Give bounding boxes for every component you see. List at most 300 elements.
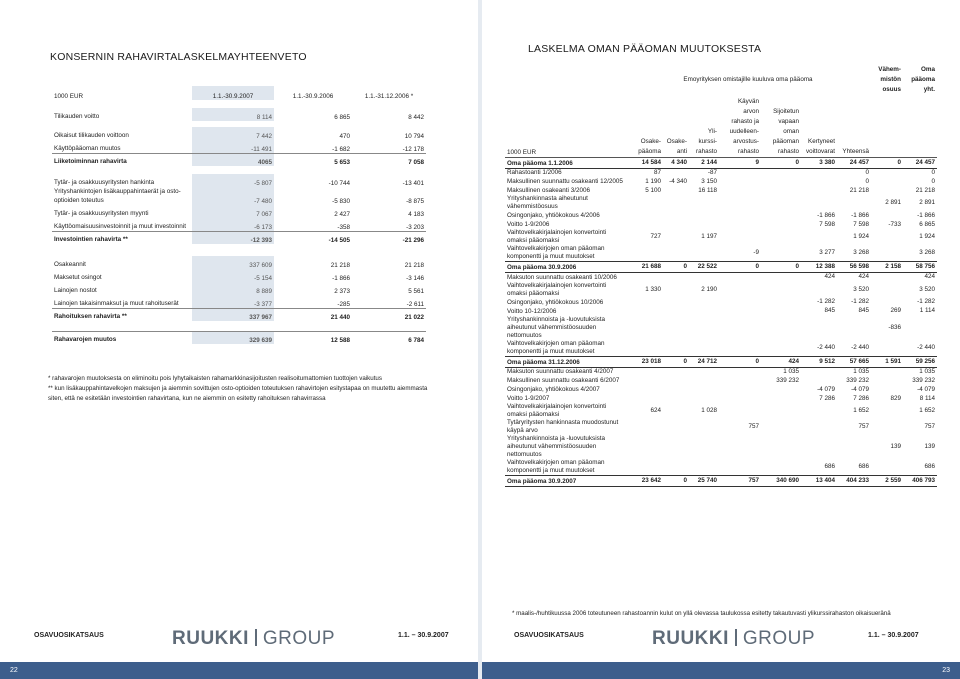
equity-column-header: Käyvän arvon rahasto ja uudelleen- arvostus- rahasto — [719, 95, 761, 157]
right-footnote: * maalis-/huhtikuussa 2006 toteutuneen rahastoannin kulut on yllä olevassa taulukossa esitetty takautuvasti ylikurssirahaston oikaisueränä — [512, 610, 891, 617]
equity-total-row — [505, 157, 937, 168]
equity-value: 1 028 — [701, 407, 717, 414]
right-page-title: LASKELMA OMAN PÄÄOMAN MUUTOKSESTA — [528, 43, 762, 55]
equity-value — [761, 177, 801, 186]
cash-flow-value: -3 377 — [192, 295, 274, 308]
equity-value: 1 035 — [783, 367, 799, 375]
cash-flow-row-label: Tilikauden voitto — [54, 113, 100, 120]
equity-value — [719, 376, 761, 385]
equity-row — [505, 403, 937, 419]
equity-value — [761, 220, 801, 229]
cash-flow-value: 12 588 — [274, 331, 352, 344]
equity-row-label: Osingonjako, yhtiökokous 4/2006 — [507, 212, 600, 219]
equity-value: 845 — [858, 307, 869, 314]
cash-flow-value: 10 794 — [404, 133, 424, 140]
equity-value — [801, 316, 837, 340]
equity-value: 269 — [890, 307, 901, 314]
equity-value — [719, 273, 761, 282]
equity-value: -733 — [888, 220, 901, 228]
cash-flow-value: -285 — [337, 300, 350, 308]
equity-value: 7 286 — [853, 394, 869, 402]
equity-value — [761, 229, 801, 245]
equity-value — [761, 307, 801, 316]
equity-value — [625, 340, 663, 357]
cash-flow-value: -7 480 — [192, 187, 274, 205]
equity-value: 3 268 — [919, 249, 935, 256]
equity-value — [761, 298, 801, 307]
cash-flow-row — [52, 218, 426, 231]
equity-value: -9 — [753, 249, 759, 256]
equity-value: 0 — [931, 177, 935, 185]
equity-row — [505, 177, 937, 186]
cash-flow-row-label: Tytär- ja osakkuusyritysten myynti — [54, 210, 149, 217]
equity-row — [505, 245, 937, 262]
cash-flow-row — [52, 153, 426, 166]
cash-flow-value: -5 830 — [332, 198, 350, 205]
equity-column-header: Osake- anti — [663, 95, 689, 157]
equity-value — [761, 282, 801, 298]
equity-value — [719, 177, 761, 186]
equity-value — [871, 459, 903, 476]
cash-flow-row-label: Käyttöpääoman muutos — [54, 144, 121, 152]
equity-value: -4 079 — [917, 385, 935, 393]
equity-value — [663, 307, 689, 316]
equity-changes-table — [505, 65, 937, 487]
equity-value: 404 233 — [837, 476, 871, 487]
equity-value — [663, 367, 689, 376]
equity-value — [625, 211, 663, 220]
equity-value — [689, 340, 719, 357]
equity-value — [837, 316, 871, 340]
equity-value: 0 — [865, 177, 869, 185]
equity-value: 24 457 — [903, 157, 937, 168]
cash-flow-row-label: Käyttöomaisuusinvestoinnit ja muut investoinnit — [54, 222, 186, 230]
equity-row — [505, 316, 937, 340]
equity-value — [689, 419, 719, 435]
equity-value — [663, 298, 689, 307]
cash-flow-value: -12 393 — [192, 231, 274, 244]
equity-value — [663, 211, 689, 220]
equity-value: 3 520 — [853, 285, 869, 293]
equity-column-header: Kertyneet voittovarat — [801, 95, 837, 157]
equity-row — [505, 186, 937, 195]
equity-value — [871, 419, 903, 435]
equity-value — [689, 376, 719, 385]
equity-value — [761, 403, 801, 419]
equity-column-header: Sijoitetun vapaan oman pääoman rahasto — [761, 95, 801, 157]
equity-value — [689, 273, 719, 282]
right-ruukki-logo — [652, 628, 815, 650]
cash-flow-row-label: Oikaisut tilikauden voittoon — [54, 132, 129, 139]
equity-value — [761, 394, 801, 403]
cash-flow-value: -3 146 — [406, 275, 424, 282]
equity-value — [801, 168, 837, 177]
equity-value — [689, 316, 719, 340]
equity-value — [689, 245, 719, 262]
equity-value: 7 598 — [819, 220, 835, 228]
cash-flow-header-cell: 1000 EUR — [54, 93, 84, 100]
equity-value — [801, 403, 837, 419]
spacer-row — [52, 244, 426, 256]
cash-flow-row — [52, 108, 426, 121]
equity-value — [625, 367, 663, 376]
cash-flow-value: 5 561 — [408, 288, 424, 295]
cash-flow-value: 337 967 — [192, 308, 274, 321]
cash-flow-value: 21 218 — [404, 262, 424, 269]
equity-value: 0 — [663, 262, 689, 273]
equity-row-label: Yrityshankinnasta aiheutunut vähemmistöosuus — [507, 195, 588, 210]
equity-value — [871, 385, 903, 394]
cash-flow-row — [52, 282, 426, 295]
equity-value: 0 — [663, 476, 689, 487]
equity-row-label: Vaihtovelkakirjalainojen konvertointi omaksi pääomaksi — [507, 281, 607, 297]
equity-value — [663, 385, 689, 394]
equity-value: 1 591 — [871, 356, 903, 367]
equity-value — [663, 168, 689, 177]
equity-value: -4 079 — [851, 385, 869, 393]
equity-row-label: Oma pääoma 30.9.2006 — [505, 262, 625, 273]
equity-row-label: Yrityshankinnoista ja -luovutuksista aiheutunut vähemmistöosuuden nettomuutos — [507, 435, 605, 458]
cash-flow-row-label: Rahavarojen muutos — [52, 331, 192, 344]
equity-value — [761, 168, 801, 177]
equity-value — [871, 273, 903, 282]
equity-header-row — [505, 65, 937, 95]
cash-flow-value: 6 865 — [334, 114, 350, 121]
equity-row — [505, 220, 937, 229]
equity-value — [625, 316, 663, 340]
equity-row-label: Vaihtovelkakirjojen oman pääoman komponentti ja muut muutokset — [507, 245, 605, 260]
equity-value — [871, 298, 903, 307]
cash-flow-row — [52, 205, 426, 218]
equity-value: 16 118 — [698, 186, 717, 194]
right-bottom-bar — [482, 662, 960, 679]
equity-value — [871, 376, 903, 385]
total-equity-header: Oma pääoma yht. — [911, 66, 935, 93]
equity-value — [801, 229, 837, 245]
equity-value: 424 — [924, 273, 935, 281]
equity-value: -87 — [707, 168, 717, 176]
equity-value — [625, 394, 663, 403]
equity-row — [505, 307, 937, 316]
cash-flow-row — [52, 331, 426, 344]
equity-value: 829 — [890, 394, 901, 402]
equity-value: 21 218 — [849, 186, 869, 194]
equity-value — [761, 273, 801, 282]
equity-total-row — [505, 356, 937, 367]
cash-flow-value: -3 203 — [406, 223, 424, 231]
unit-label: 1000 EUR — [505, 95, 625, 157]
equity-row — [505, 394, 937, 403]
cash-flow-row — [52, 174, 426, 187]
equity-value: 2 891 — [885, 199, 901, 206]
equity-value: 0 — [719, 262, 761, 273]
equity-value — [801, 186, 837, 195]
cash-flow-value: 6 784 — [352, 331, 426, 344]
logo-group: GROUP — [262, 628, 336, 649]
cash-flow-row — [52, 308, 426, 321]
equity-value: 0 — [865, 168, 869, 176]
cash-flow-value: 21 218 — [330, 262, 350, 269]
equity-column-header: Yhteensä — [837, 95, 871, 157]
equity-value — [663, 195, 689, 211]
cash-flow-value: 7 058 — [352, 153, 426, 166]
equity-value: 0 — [871, 157, 903, 168]
equity-value — [719, 403, 761, 419]
logo-brand: RUUKKI — [652, 628, 729, 649]
equity-value — [871, 340, 903, 357]
equity-value — [719, 282, 761, 298]
equity-value: 24 712 — [689, 356, 719, 367]
equity-value — [871, 403, 903, 419]
cash-flow-table — [52, 86, 426, 344]
equity-value — [689, 394, 719, 403]
equity-value — [871, 177, 903, 186]
equity-value: 7 286 — [819, 394, 835, 402]
equity-value — [663, 245, 689, 262]
cash-flow-value: -11 491 — [192, 140, 274, 153]
equity-row — [505, 419, 937, 435]
equity-value: 0 — [761, 262, 801, 273]
header-empty — [505, 65, 625, 95]
equity-row — [505, 340, 937, 357]
equity-value: 9 512 — [801, 356, 837, 367]
equity-row-label: Vaihtovelkakirjalainojen konvertointi omaksi pääomaksi — [507, 229, 607, 244]
equity-row-label: Voitto 1-9/2006 — [507, 221, 550, 228]
equity-value — [761, 186, 801, 195]
equity-value: -4 079 — [817, 385, 835, 393]
equity-value: 1 652 — [853, 407, 869, 414]
equity-value: -1 866 — [817, 211, 835, 219]
equity-total-row — [505, 476, 937, 487]
equity-value: 727 — [650, 233, 661, 240]
cash-flow-value: 5 653 — [274, 153, 352, 166]
right-footer-label: OSAVUOSIKATSAUS — [514, 632, 584, 639]
cash-flow-header-cell: 1.1.-30.9.2007 — [192, 86, 274, 100]
cash-flow-value: 4 183 — [408, 211, 424, 218]
equity-value — [761, 316, 801, 340]
equity-value — [663, 186, 689, 195]
equity-value — [871, 211, 903, 220]
equity-value — [719, 168, 761, 177]
equity-value — [625, 298, 663, 307]
equity-value: 1 924 — [919, 233, 935, 240]
equity-value — [689, 367, 719, 376]
equity-value — [719, 316, 761, 340]
equity-row-label: Maksullinen suunnattu osakeanti 6/2007 — [507, 377, 620, 384]
cash-flow-value: -5 807 — [192, 174, 274, 187]
cash-flow-value: -6 173 — [192, 218, 274, 231]
equity-value — [663, 316, 689, 340]
left-footer-date: 1.1. – 30.9.2007 — [398, 632, 449, 639]
equity-value: -2 440 — [817, 343, 835, 351]
cash-flow-row-label: Investointien rahavirta ** — [52, 231, 192, 244]
equity-value — [625, 419, 663, 435]
equity-value — [801, 282, 837, 298]
spacer-row — [52, 100, 426, 108]
equity-value — [625, 385, 663, 394]
equity-value: -1 282 — [817, 298, 835, 305]
cash-flow-row-label: Liiketoiminnan rahavirta — [52, 153, 192, 166]
equity-value: 13 404 — [801, 476, 837, 487]
cash-flow-row-label: Yrityshankintojen lisäkauppahintaerät ja osto-optioiden toteutus — [54, 188, 181, 204]
equity-value — [625, 195, 663, 211]
equity-value: 57 665 — [837, 356, 871, 367]
equity-value — [625, 376, 663, 385]
cash-flow-value: -1 682 — [332, 145, 350, 153]
cash-flow-header-cell: 1.1.-31.12.2006 * — [364, 93, 414, 100]
right-footer-date: 1.1. – 30.9.2007 — [868, 632, 919, 639]
equity-row — [505, 229, 937, 245]
equity-value — [719, 367, 761, 376]
equity-row — [505, 168, 937, 177]
equity-value: 6 865 — [919, 220, 935, 228]
equity-value: 14 584 — [625, 157, 663, 168]
equity-value — [801, 367, 837, 376]
equity-row-label: Vaihtovelkakirjalainojen konvertointi omaksi pääomaksi — [507, 403, 607, 418]
equity-row-label: Voitto 1-9/2007 — [507, 395, 550, 402]
equity-row-label: Osingonjako, yhtiökokous 10/2006 — [507, 298, 604, 306]
equity-row-label: Oma pääoma 30.9.2007 — [505, 476, 625, 487]
equity-value — [689, 307, 719, 316]
equity-value: -1 282 — [851, 298, 869, 305]
logo-group: GROUP — [742, 628, 816, 649]
equity-value: 22 522 — [689, 262, 719, 273]
equity-row — [505, 282, 937, 298]
equity-value — [801, 195, 837, 211]
cash-flow-value: 7 442 — [192, 127, 274, 140]
equity-value: 56 598 — [837, 262, 871, 273]
equity-value: 424 — [824, 273, 835, 281]
equity-value: 21 218 — [915, 186, 935, 194]
cash-flow-row-label: Osakeannit — [54, 261, 86, 268]
equity-row — [505, 273, 937, 282]
equity-value: 5 100 — [645, 186, 661, 194]
spacer-row — [52, 166, 426, 174]
cash-flow-value: -8 875 — [406, 198, 424, 205]
equity-value: 424 — [761, 356, 801, 367]
equity-value — [761, 195, 801, 211]
equity-value — [689, 220, 719, 229]
equity-value — [625, 459, 663, 476]
equity-value — [663, 220, 689, 229]
equity-value: 58 756 — [903, 262, 937, 273]
cash-flow-row-label: Maksetut osingot — [54, 274, 102, 281]
equity-value: 1 035 — [853, 367, 869, 375]
equity-value — [625, 307, 663, 316]
cash-flow-value: 7 067 — [192, 205, 274, 218]
equity-value — [625, 245, 663, 262]
equity-value: -1 866 — [851, 211, 869, 219]
equity-value: -1 282 — [917, 298, 935, 305]
equity-row-label: Osingonjako, yhtiökokous 4/2007 — [507, 386, 600, 393]
equity-row — [505, 298, 937, 307]
equity-value — [663, 394, 689, 403]
header-empty — [903, 95, 937, 157]
equity-column-header: Yli- kurssi- rahasto — [689, 95, 719, 157]
equity-value: 1 330 — [645, 285, 661, 293]
equity-value: 4 340 — [663, 157, 689, 168]
cash-flow-value: -10 744 — [328, 180, 350, 187]
equity-value: 3 520 — [919, 285, 935, 293]
equity-row-label: Maksuton suunnattu osakeanti 10/2006 — [507, 273, 617, 281]
cash-flow-value: 329 639 — [192, 331, 274, 344]
equity-value — [719, 394, 761, 403]
equity-value — [871, 229, 903, 245]
equity-value: -4 340 — [669, 177, 687, 185]
equity-row — [505, 376, 937, 385]
equity-value: 87 — [653, 168, 661, 176]
equity-value: 757 — [858, 423, 869, 430]
equity-row-label: Oma pääoma 1.1.2006 — [505, 157, 625, 168]
equity-value: 424 — [858, 273, 869, 281]
cash-flow-value: -5 154 — [192, 269, 274, 282]
equity-value — [625, 273, 663, 282]
equity-row-label: Vaihtovelkakirjojen oman pääoman komponentti ja muut muutokset — [507, 459, 605, 474]
page-spine — [478, 0, 482, 679]
equity-value — [761, 419, 801, 435]
cash-flow-row — [52, 127, 426, 140]
equity-value — [761, 385, 801, 394]
cash-flow-row — [52, 140, 426, 153]
cash-flow-value: -14 505 — [274, 231, 352, 244]
cash-flow-row — [52, 231, 426, 244]
equity-value — [719, 459, 761, 476]
equity-row-label: Maksullinen suunnattu osakeanti 12/2005 — [507, 178, 623, 185]
cash-flow-value: 2 427 — [334, 211, 350, 218]
equity-value — [801, 376, 837, 385]
cash-flow-value: -358 — [337, 223, 350, 231]
left-footnote-1: * rahavarojen muutoksesta on eliminoitu pois lyhytaikaisten rahamarkkinasijoitusten realisoitumattomien tuottojen vaikutus — [48, 375, 382, 382]
equity-value — [663, 435, 689, 459]
equity-value: 1 652 — [919, 407, 935, 414]
cash-flow-row — [52, 269, 426, 282]
equity-value — [761, 211, 801, 220]
equity-value: 624 — [650, 407, 661, 414]
equity-row-label: Voitto 10-12/2006 — [507, 307, 557, 315]
equity-row-label: Oma pääoma 31.12.2006 — [505, 356, 625, 367]
equity-value: 1 924 — [853, 233, 869, 240]
cash-flow-value: 21 440 — [274, 308, 352, 321]
equity-value — [801, 435, 837, 459]
equity-value: 25 740 — [689, 476, 719, 487]
equity-value: -836 — [888, 323, 901, 331]
equity-value: -1 866 — [917, 211, 935, 219]
cash-flow-row-label: Lainojen nostot — [54, 287, 97, 294]
equity-value: 339 232 — [912, 376, 935, 384]
equity-value: 1 197 — [701, 233, 717, 240]
equity-value: 757 — [748, 423, 759, 430]
equity-value — [625, 220, 663, 229]
equity-value: 686 — [824, 463, 835, 470]
equity-value: 3 277 — [819, 249, 835, 256]
group-header: Emoyrityksen omistajille kuuluva oma pääoma — [683, 76, 813, 83]
equity-value: 0 — [931, 168, 935, 176]
equity-value — [801, 419, 837, 435]
equity-value: 1 190 — [645, 177, 661, 185]
left-page-title: KONSERNIN RAHAVIRTALASKELMAYHTEENVETO — [50, 51, 307, 63]
equity-value: 0 — [663, 356, 689, 367]
equity-value — [761, 459, 801, 476]
equity-value: 757 — [924, 423, 935, 430]
logo-brand: RUUKKI — [172, 628, 249, 649]
equity-value: 139 — [924, 443, 935, 450]
equity-value: 1 114 — [919, 307, 935, 314]
cash-flow-value: 8 114 — [192, 108, 274, 121]
equity-value — [871, 168, 903, 177]
equity-value: 12 388 — [801, 262, 837, 273]
header-empty — [871, 95, 903, 157]
equity-row — [505, 211, 937, 220]
